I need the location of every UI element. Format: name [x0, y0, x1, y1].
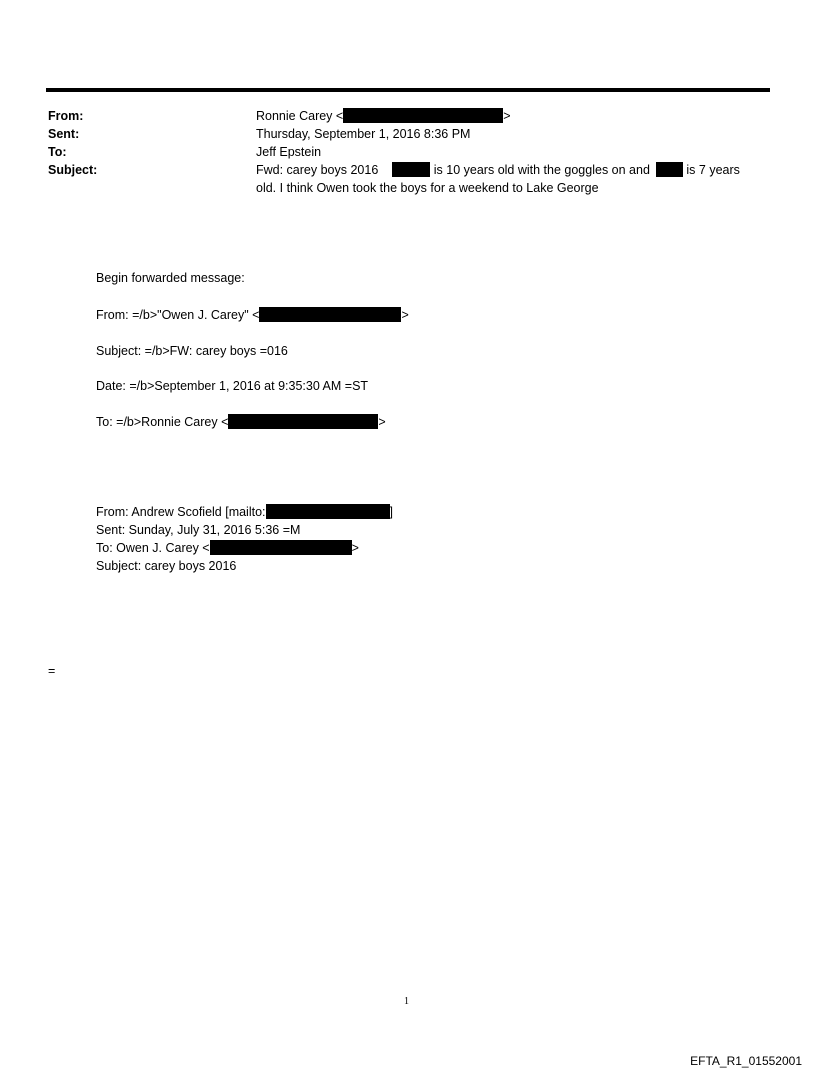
to-label: To: [48, 145, 67, 159]
forward-from-close: > [401, 308, 409, 322]
original-sent: Sent: Sunday, July 31, 2016 5:36 =M [96, 523, 301, 537]
subject-part1: Fwd: carey boys 2016 [256, 163, 379, 177]
subject-value [256, 161, 776, 179]
sent-label: Sent: [48, 127, 80, 141]
subject-part2: is 10 years old with the goggles on and [433, 163, 650, 177]
original-to-text: To: Owen J. Carey < [96, 541, 210, 555]
subject-part3: is 7 years [686, 163, 740, 177]
forward-to-close: > [378, 415, 386, 429]
original-subject: Subject: carey boys 2016 [96, 559, 237, 573]
forward-subject: Subject: =/b>FW: carey boys =016 [96, 344, 288, 358]
original-to [96, 539, 359, 557]
redaction-block [656, 162, 683, 177]
redaction-block [228, 414, 378, 429]
page-number: 1 [404, 996, 409, 1007]
original-from [96, 503, 393, 521]
from-label: From: [48, 109, 84, 123]
sent-value: Thursday, September 1, 2016 8:36 PM [256, 127, 471, 141]
forward-intro: Begin forwarded message: [96, 271, 245, 285]
header-rule [46, 88, 770, 92]
forward-date: Date: =/b>September 1, 2016 at 9:35:30 AM =ST [96, 379, 369, 393]
redaction-block [392, 162, 430, 177]
from-value [256, 107, 776, 125]
forward-to [96, 413, 386, 431]
subject-label: Subject: [48, 163, 98, 177]
forward-from [96, 306, 409, 324]
to-value: Jeff Epstein [256, 145, 322, 159]
original-to-close: > [351, 541, 359, 555]
equals-sign: = [48, 664, 56, 678]
document-id: EFTA_R1_01552001 [690, 1054, 802, 1068]
original-from-text: From: Andrew Scofield [mailto: [96, 505, 266, 519]
redaction-block [210, 540, 352, 555]
redaction-block [259, 307, 401, 322]
redaction-block [343, 108, 503, 123]
from-close: > [503, 109, 511, 123]
from-name: Ronnie Carey < [256, 109, 344, 123]
subject-line2: old. I think Owen took the boys for a weekend to Lake George [256, 181, 599, 195]
original-from-close: ] [389, 505, 393, 519]
forward-from-text: From: =/b>"Owen J. Carey" < [96, 308, 260, 322]
redaction-block [266, 504, 390, 519]
forward-to-text: To: =/b>Ronnie Carey < [96, 415, 229, 429]
